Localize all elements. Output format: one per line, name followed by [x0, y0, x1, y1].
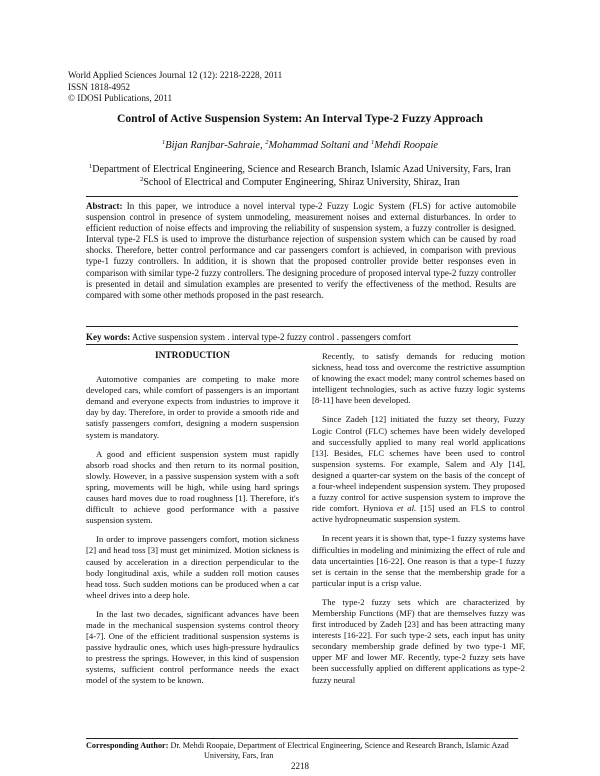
affiliation-2	[0, 176, 600, 189]
section-heading-introduction: INTRODUCTION	[154, 351, 230, 361]
journal-header	[68, 70, 282, 105]
author-2: Mohammad Soltani and	[268, 140, 369, 151]
keywords	[86, 332, 526, 342]
corresponding-author-text: Dr. Mehdi Roopaie, Department of Electrical Engineering, Science and Research Branch, Islamic Azad	[170, 741, 509, 750]
paragraph: Recently, to satisfy demands for reducing motion sickness, head toss and overcome the restrictive assumption of knowing the exact model; many control schemes based on intelligent technologies, such as active fuzzy logic systems [8-11] have been developed.	[312, 351, 525, 406]
author-3-sup: 1	[370, 139, 375, 146]
paper-title: Control of Active Suspension System: An Interval Type-2 Fuzzy Approach	[117, 112, 483, 125]
author-2-sup: 2	[265, 139, 269, 146]
keywords-bottom-rule	[86, 344, 518, 345]
corresponding-author	[86, 741, 526, 761]
abstract-label: Abstract:	[86, 201, 123, 211]
citation-author: Hyniova	[363, 503, 394, 514]
author-list	[0, 140, 600, 151]
affiliation-1	[0, 163, 600, 176]
keywords-top-rule	[86, 326, 518, 327]
corresponding-author-text-2: University, Fars, Iran	[204, 751, 274, 760]
paragraph: In the last two decades, significant advances have been made in the mechanical suspension systems control theory [4-7]. One of the efficient traditional suspension systems is passive hydraulic ones, which uses high-pressure hydraulics to prestress the springs. However, in this kind of suspension systems, sufficient control performance needs the exact model of the system to be known.	[86, 608, 299, 686]
keywords-text: Active suspension system . interval type-2 fuzzy control . passengers comfort	[132, 332, 411, 342]
paragraph: Automotive companies are competing to make more developed cars, while comfort of passengers is an important demand and everyone expects from industries to improve it day by day. Therefore, in order to provide a smooth ride and satisfy passengers comfort, designing a modern suspension system is mandatory.	[86, 374, 299, 440]
keywords-label: Key words:	[86, 332, 131, 342]
journal-copyright: © IDOSI Publications, 2011	[68, 93, 173, 104]
paragraph: A good and efficient suspension system must rapidly absorb road shocks and then return to its normal position, slowly. However, in a passive suspension system with a soft spring, movements will be high, while using hard springs causes hard moves due to road roughness [1]. Therefore, it's difficult to achieve good performance with a passive suspension system.	[86, 448, 299, 526]
paragraph-text-tail: [15] used an FLS to control active hydropneumatic suspension system.	[312, 503, 526, 525]
affiliation-1-sup: 1	[89, 163, 93, 170]
corresponding-author-label: Corresponding Author:	[86, 741, 169, 750]
author-1-sup: 1	[162, 139, 166, 146]
left-column	[86, 351, 299, 695]
affiliation-2-text: School of Electrical and Computer Engineering, Shiraz University, Shiraz, Iran	[143, 177, 460, 188]
journal-issn: ISSN 1818-4952	[68, 81, 131, 92]
abstract-top-rule	[86, 196, 518, 197]
paragraph: The type-2 fuzzy sets which are characterized by Membership Functions (MF) that are themselves fuzzy was first introduced by Zadeh [23] and has been attracting many interests [16-22]. For such type-2 sets, each input has unity secondary membership grade defined by two type-1 MF, upper MF and lower MF. Recently, type-2 fuzzy sets have been successfully applied on different applications as type-2 fuzzy neural	[312, 596, 525, 685]
affiliation-1-text: Department of Electrical Engineering, Science and Research Branch, Islamic Azad University, Fars, Iran	[92, 164, 511, 175]
author-3: Mehdi Roopaie	[374, 140, 438, 151]
author-1: Bijan Ranjbar-Sahraie,	[165, 140, 263, 151]
paragraph-text: Since Zadeh [12] initiated the fuzzy set theory, Fuzzy Logic Control (FLC) schemes have been widely developed and successfully applied to many real world applications [13]. Besides, FLC schemes have been used to control suspension systems. For example, Salem and Aly [14], designed a quarter-car system on the basis of the concept of a four-wheel independent suspension system. They proposed a fuzzy control for active suspension system to improve the ride comfort.	[312, 414, 525, 514]
abstract	[86, 201, 516, 301]
page-number: 2218	[291, 761, 309, 771]
affiliations	[0, 163, 600, 189]
paragraph: In recent years it is shown that, type-1 fuzzy systems have difficulties in modeling and minimizing the effect of rule and data uncertainties [16-22]. One reason is that a type-1 fuzzy set is certain in the sense that the membership grade for a particular input is a crisp value.	[312, 533, 525, 588]
affiliation-2-sup: 2	[140, 176, 144, 183]
paragraph	[312, 414, 525, 525]
journal-citation: World Applied Sciences Journal 12 (12): 2218-2228, 2011	[68, 70, 283, 80]
right-column	[312, 351, 525, 694]
abstract-text: In this paper, we introduce a novel interval type-2 Fuzzy Logic System (FLS) for active automobile suspension control in presence of system unmodeling, measurement noises and external disturbances. In order to efficient reduction of noise effects and improving the reliability of suspension system, a fuzzy controller is designed. Interval type-2 FLS is used to improve the disturbance rejection of suspension system which can be caused by road shocks. Therefore, better control performance and car passengers comfort is achieved, in comparison with previous type-1 fuzzy controllers. In addition, it is shown that the proposed controller provide better responses even in comparison with similar type-2 fuzzy controllers. The designing procedure of proposed interval type-2 fuzzy controller is presented in detail and simulation examples are presented to verify the effectiveness of the method. Results are compared with some other methods proposed in the past research.	[86, 201, 516, 300]
et-al: et al.	[397, 503, 417, 514]
footer-rule	[86, 738, 518, 739]
paragraph: In order to improve passengers comfort, motion sickness [2] and head toss [3] must get minimized. Motion sickness is caused by acceleration in a direction perpendicular to the body longitudinal axis, while a sudden roll motion causes head toss. Such sudden motions can be produced when a car wheel drives into a deep hole.	[86, 534, 299, 600]
